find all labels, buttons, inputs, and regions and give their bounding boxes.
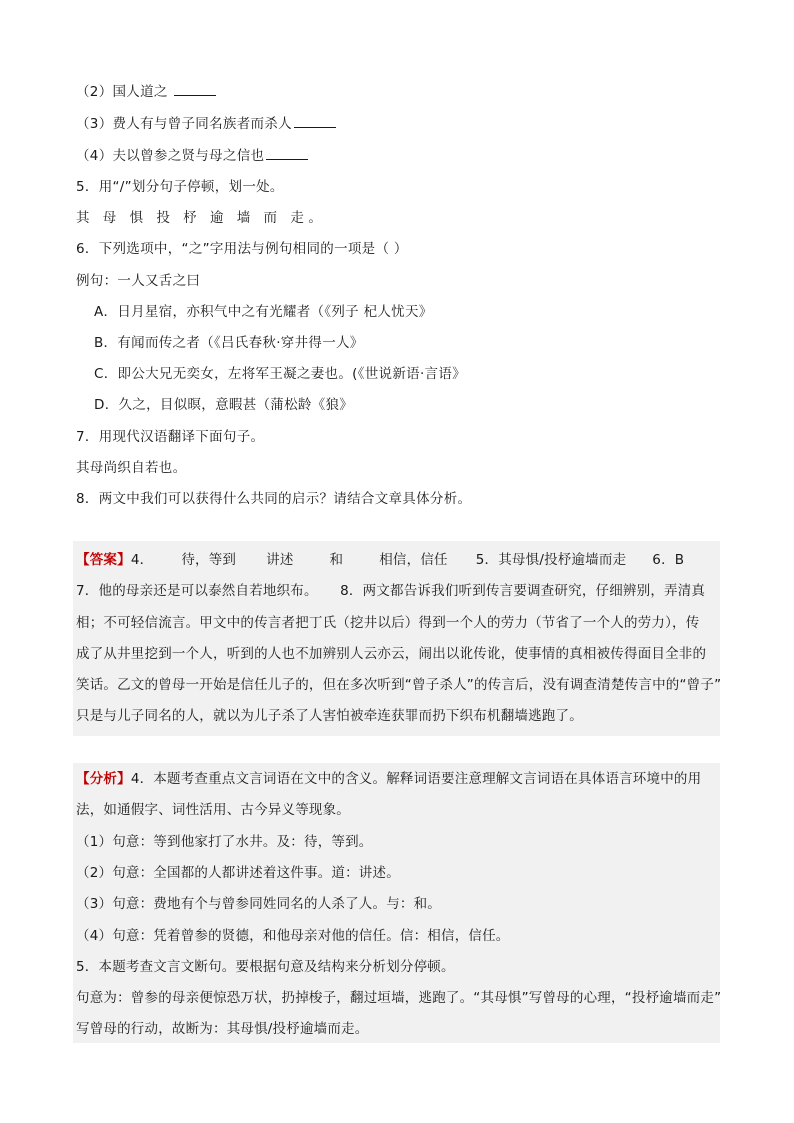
answer-items-line — [76, 550, 716, 570]
question-6-option-a: A．日月星宿，亦积气中之有光耀者（《列子 杞人忧天》 — [94, 304, 433, 320]
answer-line: 只是与儿子同名的人，就以为儿子杀了人害怕被牵连获罪而扔下织布机翻墙逃跑了。 — [76, 708, 583, 724]
answer-item: 4． — [130, 552, 154, 568]
answer-blank — [266, 147, 308, 160]
item-text: （4）夫以曾参之贤与母之信也 — [76, 148, 265, 164]
question-5-sentence: 其 母 惧 投 杼 逾 墙 而 走。 — [76, 210, 327, 226]
answer-tag: 【答案】 — [76, 552, 131, 568]
question-5-prompt: 5．用“/”划分句子停顿，划一处。 — [76, 179, 284, 195]
analysis-line: 句意为：曾参的母亲便惊恐万状，扔掉梭子，翻过垣墙，逃跑了。“其母惧”写曾母的心理，“投杼逾墙而走” — [76, 990, 722, 1006]
answer-blank — [174, 83, 216, 96]
analysis-tag: 【分析】 — [76, 771, 131, 787]
answer-line: 笑话。乙文的曾母一开始是信任儿子的，但在多次听到“曾子杀人”的传言后，没有调查清楚传言中的“曾子” — [76, 677, 722, 693]
analysis-first-line — [76, 769, 716, 789]
analysis-line: 5．本题考查文言文断句。要根据句意及结构来分析划分停顿。 — [76, 959, 455, 975]
answer-line: 成了从井里挖到一个人，听到的人也不加辨别人云亦云，闹出以讹传讹，使事情的真相被传得面目全非的 — [76, 646, 707, 662]
question-3-item-2 — [76, 82, 734, 102]
answer-item: 6．B — [652, 552, 685, 568]
question-7-prompt: 7．用现代汉语翻译下面句子。 — [76, 429, 265, 445]
analysis-line: （1）句意：等到他家打了水井。及：待，等到。 — [76, 834, 373, 850]
question-6-example: 例句：一人又舌之曰 — [76, 273, 201, 289]
analysis-line: 法，如通假字、词性活用、古今异义等现象。 — [76, 802, 350, 818]
item-text: （2）国人道之 — [76, 84, 168, 100]
analysis-line: （3）句意：费地有个与曾参同姓同名的人杀了人。与：和。 — [76, 896, 441, 912]
answer-item: 相信，信任 — [379, 552, 448, 568]
answer-line: 相；不可轻信流言。甲文中的传言者把丁氏（挖井以后）得到一个人的劳力（节省了一个人的劳力），传 — [76, 615, 700, 631]
question-3-item-4 — [76, 146, 734, 166]
question-6-option-b: B．有闻而传之者（《吕氏春秋·穿井得一人》 — [94, 335, 364, 351]
item-text: （3）费人有与曾子同名族者而杀人 — [76, 116, 292, 132]
question-8-prompt: 8．两文中我们可以获得什么共同的启示？请结合文章具体分析。 — [76, 491, 472, 507]
analysis-line: 写曾母的行动，故断为：其母惧/投杼逾墙而走。 — [76, 1021, 369, 1037]
answer-item: 待，等到 — [181, 552, 237, 568]
analysis-line: （2）句意：全国都的人都讲述着这件事。道：讲述。 — [76, 865, 400, 881]
answer-item: 5．其母惧/投杼逾墙而走 — [475, 552, 627, 568]
question-6-prompt: 6．下列选项中，“之”字用法与例句相同的一项是（ ） — [76, 241, 408, 257]
question-6-option-c: C．即公大兄无奕女，左将军王凝之妻也。(《世说新语·言语》 — [94, 366, 466, 382]
question-6-option-d: D．久之，目似暝，意暇甚（蒲松龄《狼》 — [94, 397, 354, 413]
answer-item: 讲述 — [266, 552, 294, 568]
answer-blank — [294, 115, 336, 128]
answer-item: 和 — [329, 552, 344, 568]
question-3-item-3 — [76, 114, 734, 134]
answer-line: 7．他的母亲还是可以泰然自若地织布。 8．两文都告诉我们听到传言要调查研究，仔细辨别，弄清真 — [76, 583, 706, 599]
analysis-text: 4．本题考查重点文言词语在文中的含义。解释词语要注意理解文言词语在具体语言环境中的用 — [130, 771, 702, 787]
question-7-sentence: 其母尚织自若也。 — [76, 460, 187, 476]
analysis-line: （4）句意：凭着曾参的贤德，和他母亲对他的信任。信：相信，信任。 — [76, 928, 510, 944]
